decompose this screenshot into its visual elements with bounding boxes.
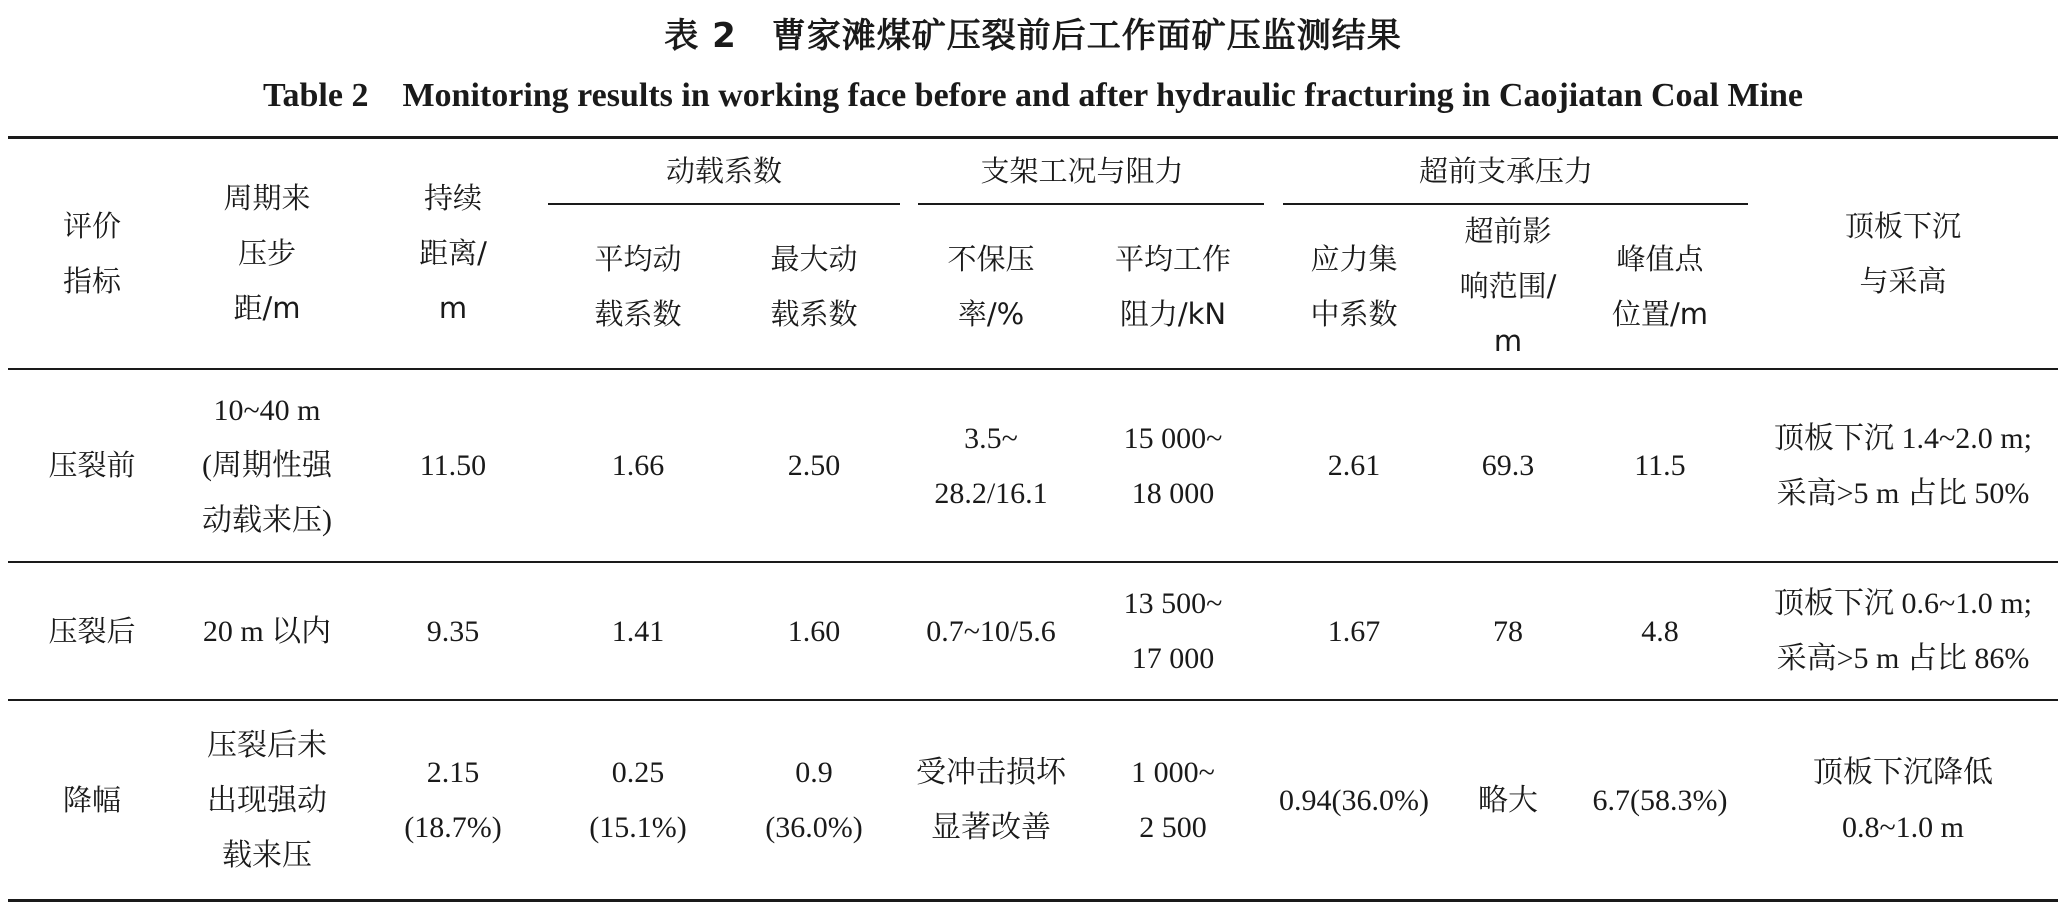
table-title-cn: 表 2 曹家滩煤矿压裂前后工作面矿压监测结果 xyxy=(664,16,1402,56)
cell-roof: 顶板下沉 0.6~1.0 m; 采高>5 m 占比 86% xyxy=(1774,587,2032,675)
cell-avg-dynamic: 1.41 xyxy=(611,614,665,648)
header-group-support: 支架工况与阻力 xyxy=(980,153,1184,188)
cell-unpressured: 0.7~10/5.6 xyxy=(926,614,1056,648)
cell-eval: 降幅 xyxy=(62,782,121,817)
cell-eval: 压裂前 xyxy=(48,448,136,482)
cell-period: 10~40 m (周期性强 动载来压) xyxy=(202,394,332,537)
cell-roof: 顶板下沉降低 0.8~1.0 m xyxy=(1813,756,1993,844)
table-title-en: Table 2 Monitoring results in working face before and after hydraulic fracturing in Caojiatan Coal Mine xyxy=(262,77,1804,114)
cell-stress-concentration: 1.67 xyxy=(1327,614,1381,648)
header-avg-dynamic: 平均动 载系数 xyxy=(594,241,682,331)
cell-peak-position: 6.7(58.3%) xyxy=(1592,783,1728,817)
cell-peak-position: 4.8 xyxy=(1641,614,1679,648)
cell-roof: 顶板下沉 1.4~2.0 m; 采高>5 m 占比 50% xyxy=(1774,421,2032,510)
bottom-rule xyxy=(8,899,2058,902)
cell-influence-range: 略大 xyxy=(1478,783,1538,817)
header-peak-position: 峰值点 位置/m xyxy=(1611,241,1709,331)
cell-avg-resistance: 13 500~ 17 000 xyxy=(1123,587,1223,675)
cell-avg-dynamic: 0.25 (15.1%) xyxy=(589,756,687,844)
cell-influence-range: 69.3 xyxy=(1481,449,1535,482)
header-eval: 评价 指标 xyxy=(62,208,121,298)
header-duration: 持续 距离/ m xyxy=(419,181,487,325)
cell-max-dynamic: 2.50 xyxy=(787,449,841,482)
cell-eval: 压裂后 xyxy=(48,613,136,648)
header-group-advance: 超前支承压力 xyxy=(1418,153,1593,188)
cell-unpressured: 3.5~ 28.2/16.1 xyxy=(934,421,1048,510)
header-unpressured: 不保压 率/% xyxy=(947,241,1035,331)
header-max-dynamic: 最大动 载系数 xyxy=(770,241,858,331)
cell-stress-concentration: 0.94(36.0%) xyxy=(1279,783,1429,817)
cell-duration: 2.15 (18.7%) xyxy=(404,756,502,844)
cell-stress-concentration: 2.61 xyxy=(1327,449,1381,482)
cell-max-dynamic: 0.9 (36.0%) xyxy=(765,756,863,844)
cell-duration: 11.50 xyxy=(419,449,487,482)
header-period: 周期来 压步 距/m xyxy=(223,181,311,325)
cell-unpressured: 受冲击损坏 显著改善 xyxy=(916,756,1066,844)
cell-duration: 9.35 xyxy=(426,614,480,648)
cell-avg-dynamic: 1.66 xyxy=(611,449,665,482)
header-group-dynamic: 动载系数 xyxy=(665,153,782,188)
header-influence-range: 超前影 响范围/ m xyxy=(1459,214,1557,358)
cell-peak-position: 11.5 xyxy=(1634,449,1686,482)
cell-influence-range: 78 xyxy=(1493,614,1523,648)
cell-period: 20 m 以内 xyxy=(202,614,332,648)
header-roof: 顶板下沉 与采高 xyxy=(1844,208,1961,298)
cell-max-dynamic: 1.60 xyxy=(787,614,841,648)
cell-avg-resistance: 15 000~ 18 000 xyxy=(1123,421,1223,510)
header-avg-resistance: 平均工作 阻力/kN xyxy=(1114,241,1231,331)
header-stress-concentration: 应力集 中系数 xyxy=(1310,241,1398,331)
cell-avg-resistance: 1 000~ 2 500 xyxy=(1131,756,1215,844)
cell-period: 压裂后未 出现强动 载来压 xyxy=(207,728,327,872)
